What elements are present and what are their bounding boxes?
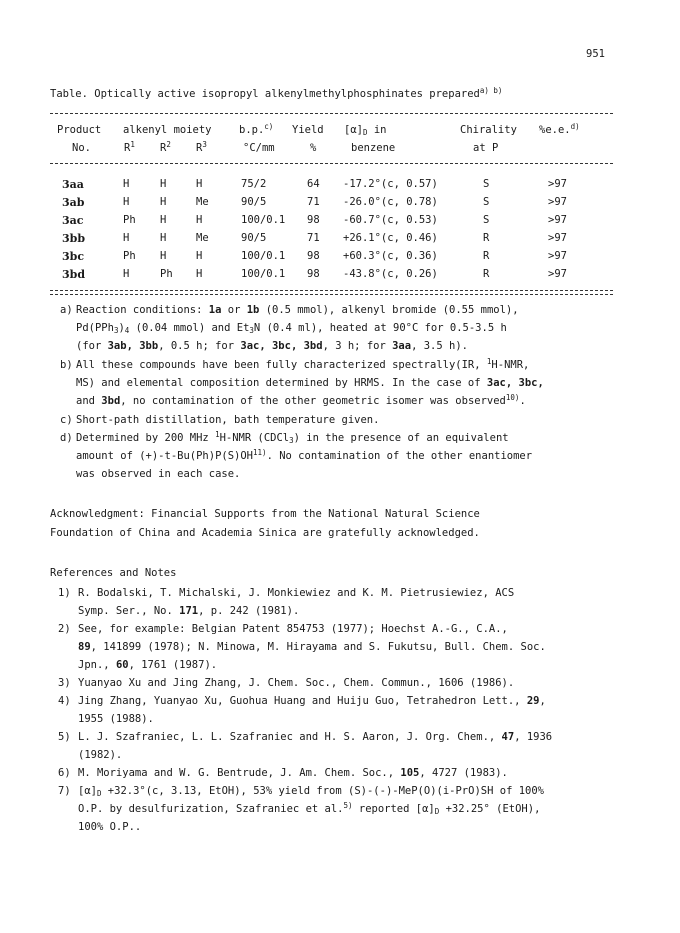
header-ee-note: d) xyxy=(570,122,580,131)
cell-ee: >97 xyxy=(548,196,567,208)
reference-text: R. Bodalski, T. Michalski, J. Monkiewiez and K. M. Pietrusiewiez, ACS xyxy=(78,587,515,599)
header-r1-letter: R xyxy=(124,142,131,154)
reference-label: 5) xyxy=(58,731,71,743)
footnote-text: Pd(PPh xyxy=(76,322,114,334)
table-row xyxy=(0,196,680,214)
cell-r3: Me xyxy=(196,232,209,244)
table-row xyxy=(0,268,680,286)
cell-bp: 100/0.1 xyxy=(241,250,286,262)
compound-ref: 3ac, 3bc, 3bd xyxy=(240,340,323,352)
reference-text: , p. 242 (1981). xyxy=(198,605,300,617)
volume-number: 171 xyxy=(179,605,199,617)
table-row xyxy=(0,250,680,268)
header-alkenyl: alkenyl moiety xyxy=(123,124,212,136)
reference-text: See, for example: Belgian Patent 854753 (1977); Hoechst A.-G., C.A., xyxy=(78,623,508,635)
cell-alpha: +26.1°(c, 0.46) xyxy=(343,232,438,244)
footnote-text: , 0.5 h; for xyxy=(158,340,241,352)
cell-yield: 98 xyxy=(307,250,320,262)
cell-r3: Me xyxy=(196,196,209,208)
volume-number: 105 xyxy=(400,767,420,779)
header-bp-unit: °C/mm xyxy=(243,142,275,154)
cell-r1: H xyxy=(123,232,130,244)
compound-ref: 3aa xyxy=(392,340,412,352)
header-r3-letter: R xyxy=(196,142,203,154)
header-chirality-sub: at P xyxy=(473,142,499,154)
table-caption xyxy=(50,88,502,100)
cell-yield: 98 xyxy=(307,214,320,226)
footnote-text: Short-path distillation, bath temperature given. xyxy=(76,414,380,426)
subscript: 3 xyxy=(289,436,294,445)
reference-text: 100% O.P.. xyxy=(78,821,142,833)
reference-text: +32.3°(c, 3.13, EtOH), 53% yield from (S)-(-)-MeP(O)(i-PrO)SH of 100% xyxy=(101,785,544,797)
cell-r1: Ph xyxy=(123,214,136,226)
footnote-text: (0.04 mmol) and Et xyxy=(129,322,250,334)
header-bp-note: c) xyxy=(264,122,274,131)
reference-label: 3) xyxy=(58,677,71,689)
cell-chirality: S xyxy=(483,214,490,226)
reference-label: 2) xyxy=(58,623,71,635)
reference-label: 6) xyxy=(58,767,71,779)
table-row xyxy=(0,214,680,232)
cell-product: 3bd xyxy=(62,268,86,281)
footnote-text: , no contamination of the other geometric isomer was observed xyxy=(120,395,506,407)
cell-chirality: S xyxy=(483,178,490,190)
compound-ref: 1b xyxy=(246,304,260,316)
table-rule-top xyxy=(50,113,613,114)
cell-r1: Ph xyxy=(123,250,136,262)
reference-text: , 1936 xyxy=(514,731,553,743)
table-row xyxy=(0,232,680,250)
header-yield-unit: % xyxy=(310,142,317,154)
cell-alpha: +60.3°(c, 0.36) xyxy=(343,250,438,262)
header-alpha xyxy=(344,124,386,136)
header-bp xyxy=(239,124,273,136)
header-alpha-symbol: [α] xyxy=(344,124,363,136)
reference-text: M. Moriyama and W. G. Bentrude, J. Am. Chem. Soc., xyxy=(78,767,401,779)
reference-label: 7) xyxy=(58,785,71,797)
reference-text: Jpn., xyxy=(78,659,116,671)
header-r3 xyxy=(196,142,207,154)
table-rule-header xyxy=(50,163,613,164)
cell-ee: >97 xyxy=(548,214,567,226)
table-caption-text: Table. Optically active isopropyl alkenylmethylphosphinates prepared xyxy=(50,88,480,100)
reference-text: , 1761 (1987). xyxy=(128,659,218,671)
volume-number: 47 xyxy=(501,731,515,743)
subscript: 4 xyxy=(124,326,130,335)
table-rule-bottom-2 xyxy=(50,294,613,295)
reference-text: , xyxy=(539,695,546,707)
compound-ref: 1a xyxy=(208,304,222,316)
footnote-label: d) xyxy=(60,432,73,444)
footnote-text: (for xyxy=(76,340,108,352)
header-r3-sup: 3 xyxy=(202,140,207,149)
acknowledgment-line: Foundation of China and Academia Sinica are gratefully acknowledged. xyxy=(50,527,480,539)
cell-r2: H xyxy=(160,178,167,190)
cell-ee: >97 xyxy=(548,178,567,190)
compound-ref: 3ac, 3bc, xyxy=(486,377,544,389)
cell-alpha: -26.0°(c, 0.78) xyxy=(343,196,438,208)
reference-text: reported [α] xyxy=(352,803,435,815)
footnote-text: (0.5 mmol), alkenyl bromide (0.55 mmol), xyxy=(259,304,519,316)
footnote-text: N (0.4 ml), heated at 90°C for 0.5-3.5 h xyxy=(253,322,507,334)
cell-product: 3ac xyxy=(62,214,84,227)
footnote-text: Reaction conditions: xyxy=(76,304,209,316)
footnote-text: or xyxy=(221,304,247,316)
cell-chirality: R xyxy=(483,268,490,280)
reference-text: , 141899 (1978); N. Minowa, M. Hirayama and S. Fukutsu, Bull. Chem. Soc. xyxy=(90,641,546,653)
header-alpha-solvent: benzene xyxy=(351,142,396,154)
subscript: 3 xyxy=(113,326,119,335)
reference-citation: 5) xyxy=(343,801,353,810)
footnote-text: H-NMR (CDCl xyxy=(219,432,290,444)
table-rule-bottom-1 xyxy=(50,290,613,291)
subscript: D xyxy=(96,789,102,798)
header-r1 xyxy=(124,142,135,154)
reference-text: O.P. by desulfurization, Szafraniec et al. xyxy=(78,803,344,815)
footnote-text: amount of (+)-t-Bu(Ph)P(S)OH xyxy=(76,450,254,462)
reference-text: 1955 (1988). xyxy=(78,713,154,725)
cell-r2: H xyxy=(160,214,167,226)
cell-r1: H xyxy=(123,196,130,208)
volume-number: 89 xyxy=(78,641,91,653)
cell-r2: H xyxy=(160,196,167,208)
cell-alpha: -43.8°(c, 0.26) xyxy=(343,268,438,280)
reference-citation: 10) xyxy=(505,393,520,402)
reference-text: [α] xyxy=(78,785,97,797)
volume-number: 60 xyxy=(115,659,129,671)
header-ee xyxy=(539,124,580,136)
references-heading: References and Notes xyxy=(50,567,177,579)
footnote-text: H-NMR, xyxy=(491,359,530,371)
footnote-text: All these compounds have been fully characterized spectrally(IR, xyxy=(76,359,487,371)
header-product-sub: No. xyxy=(72,142,91,154)
cell-yield: 71 xyxy=(307,232,320,244)
reference-text: +32.25° (EtOH), xyxy=(439,803,541,815)
header-r2-letter: R xyxy=(160,142,167,154)
cell-r2: H xyxy=(160,232,167,244)
reference-text: , 4727 (1983). xyxy=(419,767,508,779)
cell-chirality: S xyxy=(483,196,490,208)
acknowledgment xyxy=(50,505,480,543)
reference-text: (1982). xyxy=(78,749,123,761)
table-caption-notes: a) b) xyxy=(479,86,503,95)
cell-product: 3ab xyxy=(62,196,85,209)
cell-ee: >97 xyxy=(548,250,567,262)
table-row xyxy=(0,178,680,196)
cell-ee: >97 xyxy=(548,268,567,280)
cell-r2: H xyxy=(160,250,167,262)
cell-yield: 71 xyxy=(307,196,320,208)
reference-citation: 11) xyxy=(253,448,267,457)
footnote-label: b) xyxy=(60,359,73,371)
cell-r3: H xyxy=(196,268,203,280)
cell-r1: H xyxy=(123,178,130,190)
cell-alpha: -17.2°(c, 0.57) xyxy=(343,178,438,190)
compound-ref: 3bd xyxy=(101,395,121,407)
reference-label: 4) xyxy=(58,695,71,707)
header-product: Product xyxy=(57,124,102,136)
page-number: 951 xyxy=(586,48,605,60)
footnote-text: . No contamination of the other enantiomer xyxy=(266,450,533,462)
footnote-label: c) xyxy=(60,414,73,426)
compound-ref: 3ab, 3bb xyxy=(107,340,159,352)
cell-bp: 75/2 xyxy=(241,178,267,190)
cell-product: 3bb xyxy=(62,232,86,245)
cell-chirality: R xyxy=(483,250,490,262)
cell-r1: H xyxy=(123,268,130,280)
cell-bp: 90/5 xyxy=(241,232,267,244)
cell-r3: H xyxy=(196,178,203,190)
header-alpha-in: in xyxy=(373,124,387,136)
cell-product: 3aa xyxy=(62,178,84,191)
header-ee-text: %e.e. xyxy=(539,124,571,136)
cell-bp: 100/0.1 xyxy=(241,214,286,226)
cell-bp: 90/5 xyxy=(241,196,267,208)
header-r2 xyxy=(160,142,171,154)
volume-number: 29 xyxy=(526,695,540,707)
reference-text: Yuanyao Xu and Jing Zhang, J. Chem. Soc., Chem. Commun., 1606 (1986). xyxy=(78,677,515,689)
footnote-label: a) xyxy=(60,304,73,316)
header-bp-text: b.p. xyxy=(239,124,265,136)
footnote-text: , 3 h; for xyxy=(322,340,393,352)
reference-label: 1) xyxy=(58,587,71,599)
footnote-text: and xyxy=(76,395,102,407)
cell-bp: 100/0.1 xyxy=(241,268,286,280)
reference-text: Symp. Ser., No. xyxy=(78,605,180,617)
header-yield: Yield xyxy=(292,124,324,136)
subscript: 3 xyxy=(249,326,254,335)
cell-r3: H xyxy=(196,250,203,262)
header-alpha-sub: D xyxy=(362,128,368,137)
footnote-text: was observed in each case. xyxy=(76,468,241,480)
cell-alpha: -60.7°(c, 0.53) xyxy=(343,214,438,226)
cell-chirality: R xyxy=(483,232,490,244)
cell-r2: Ph xyxy=(160,268,173,280)
superscript: 1 xyxy=(486,357,492,366)
cell-yield: 64 xyxy=(307,178,320,190)
cell-product: 3bc xyxy=(62,250,85,263)
superscript: 1 xyxy=(215,430,220,439)
reference-text: L. J. Szafraniec, L. L. Szafraniec and H. S. Aaron, J. Org. Chem., xyxy=(78,731,502,743)
footnote-text: ) xyxy=(118,322,125,334)
header-r1-sup: 1 xyxy=(130,140,135,149)
subscript: D xyxy=(434,807,440,816)
header-r2-sup: 2 xyxy=(166,140,171,149)
cell-r3: H xyxy=(196,214,203,226)
footnote-text: Determined by 200 MHz xyxy=(76,432,216,444)
cell-yield: 98 xyxy=(307,268,320,280)
reference-text: Jing Zhang, Yuanyao Xu, Guohua Huang and Huiju Guo, Tetrahedron Lett., xyxy=(78,695,527,707)
footnote-text: ) in the presence of an equivalent xyxy=(293,432,509,444)
header-chirality: Chirality xyxy=(460,124,517,136)
footnote-text: . xyxy=(519,395,526,407)
footnote-text: , 3.5 h). xyxy=(411,340,468,352)
footnote-text: MS) and elemental composition determined by HRMS. In the case of xyxy=(76,377,487,389)
cell-ee: >97 xyxy=(548,232,567,244)
acknowledgment-line: Acknowledgment: Financial Supports from the National Natural Science xyxy=(50,508,480,520)
